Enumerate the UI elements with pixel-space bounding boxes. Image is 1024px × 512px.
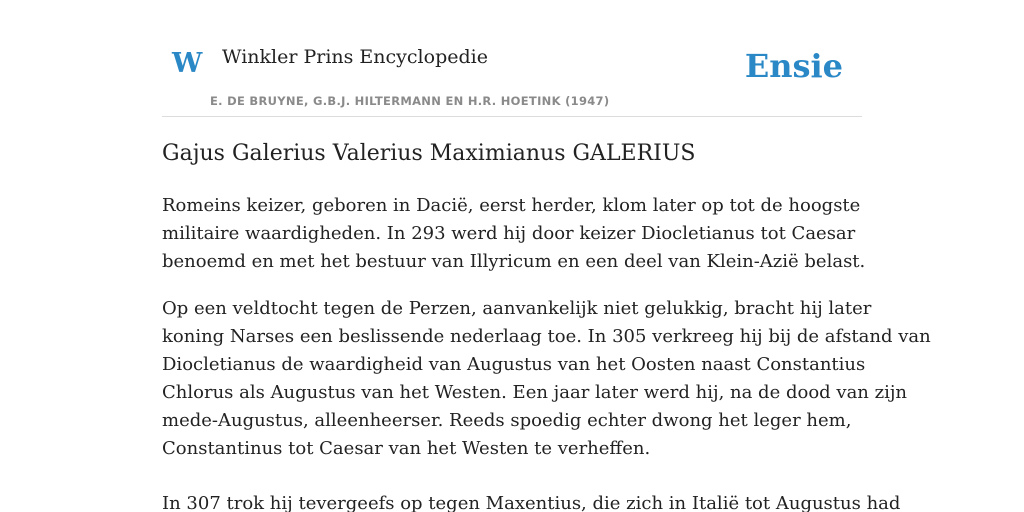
paragraph-line: mede-Augustus, alleenheerser. Reeds spoedig echter dwong het leger hem,	[162, 410, 852, 431]
article-paragraph	[162, 295, 931, 463]
paragraph-line: Diocletianus de waardigheid van Augustus van het Oosten naast Constantius	[162, 354, 866, 375]
article-title: Gajus Galerius Valerius Maximianus GALERIUS	[162, 141, 696, 166]
paragraph-line: koning Narses een beslissende nederlaag toe. In 305 verkreeg hij bij de afstand van	[162, 326, 931, 347]
article-paragraph	[162, 490, 901, 512]
paragraph-line: Op een veldtocht tegen de Perzen, aanvankelijk niet gelukkig, bracht hij later	[162, 298, 872, 319]
paragraph-line: In 307 trok hij tevergeefs op tegen Maxentius, die zich in Italië tot Augustus had	[162, 493, 901, 512]
authors-credit: E. DE BRUYNE, G.B.J. HILTERMANN EN H.R. HOETINK (1947)	[210, 94, 610, 108]
paragraph-line: benoemd en met het bestuur van Illyricum en een deel van Klein-Azië belast.	[162, 251, 866, 272]
page	[162, 0, 931, 512]
ensie-brand-link[interactable]: Ensie	[744, 47, 843, 85]
site-header	[162, 0, 862, 117]
paragraph-line: militaire waardigheden. In 293 werd hij door keizer Diocletianus tot Caesar	[162, 223, 856, 244]
winkler-prins-logo-icon[interactable]: W	[172, 48, 203, 79]
paragraph-line: Chlorus als Augustus van het Westen. Een jaar later werd hij, na de dood van zijn	[162, 382, 908, 403]
article-paragraph	[162, 192, 867, 276]
paragraph-line: Romeins keizer, geboren in Dacië, eerst herder, klom later op tot de hoogste	[162, 195, 861, 216]
paragraph-line: Constantinus tot Caesar van het Westen te verheffen.	[162, 438, 651, 459]
site-title[interactable]: Winkler Prins Encyclopedie	[222, 46, 488, 68]
